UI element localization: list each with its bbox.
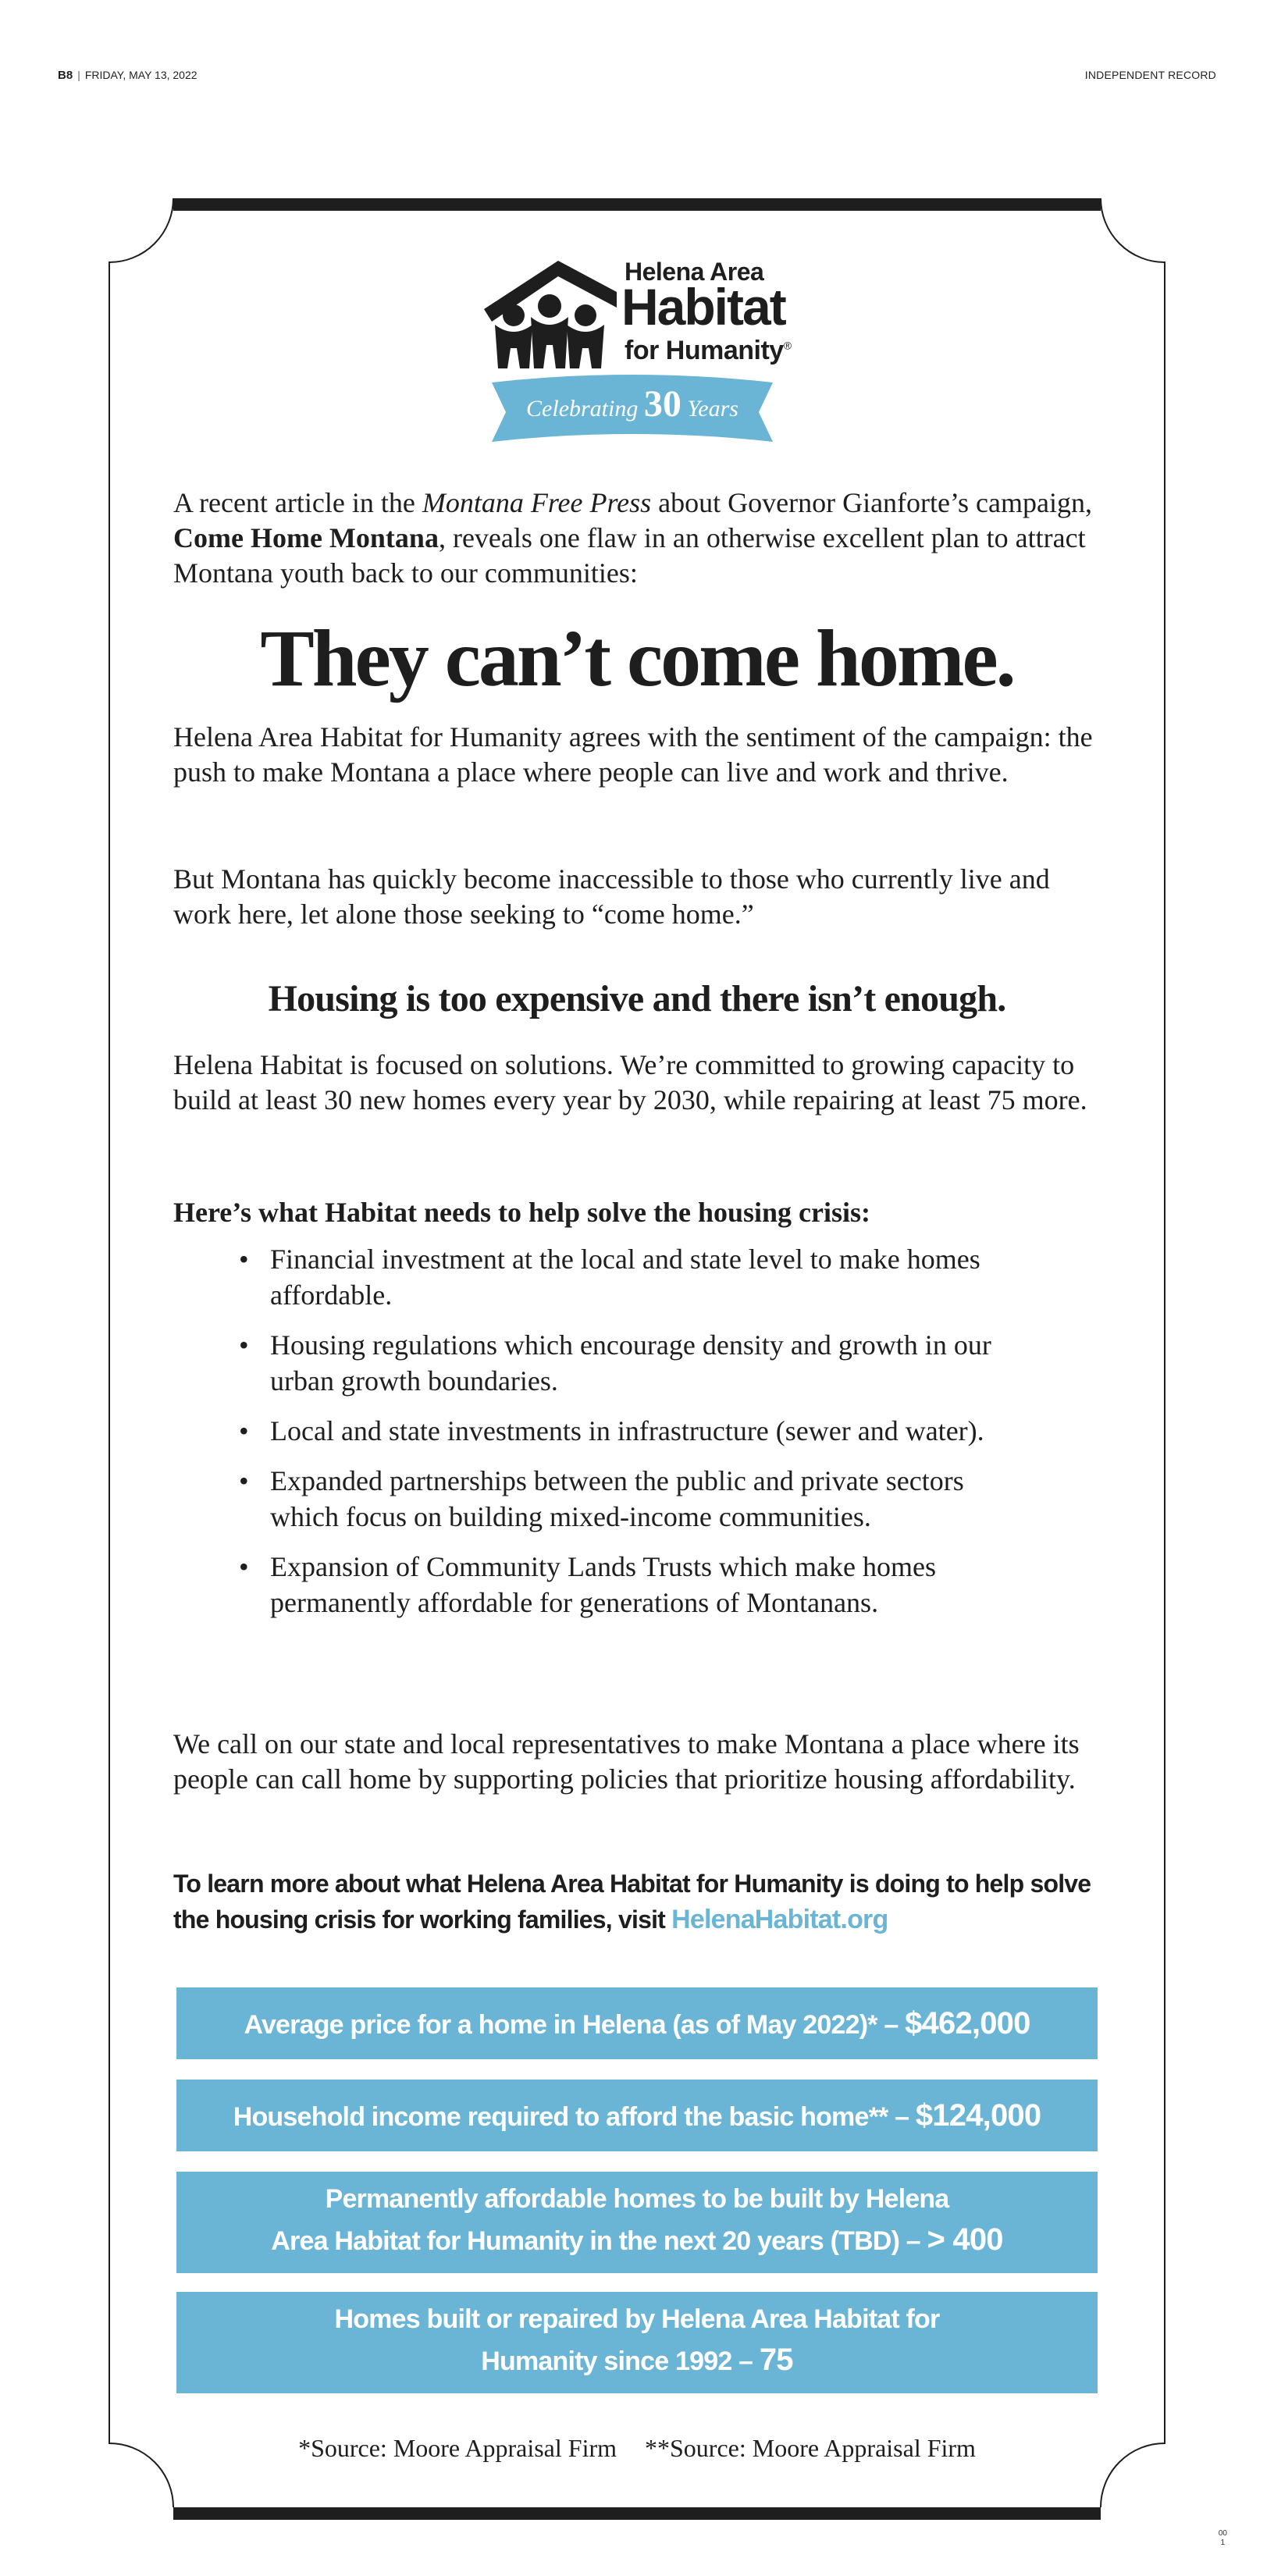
list-item: • Financial investment at the local and state level to make homes affordable. <box>239 1241 1020 1313</box>
paragraph-2: Helena Area Habitat for Humanity agrees with the sentiment of the campaign: the push to make Montana a place where people can live and work and thrive. <box>173 721 1093 788</box>
list-item: • Housing regulations which encourage density and growth in our urban growth boundaries. <box>239 1327 1020 1399</box>
habitat-website-link[interactable]: HelenaHabitat.org <box>671 1905 888 1934</box>
stat-box-future-homes: Permanently affordable homes to be built by Helena Area Habitat for Humanity in the next 20 years (TBD) – > 400 <box>176 2172 1098 2273</box>
intro-paragraph: A recent article in the Montana Free Press about Governor Gianforte’s campaign, Come Home Montana, reveals one flaw in an otherwise excellent plan to attract Montana youth back to our communities: <box>173 487 1092 589</box>
sources-footnote <box>0 2434 1274 2463</box>
paragraph-5: We call on our state and local representatives to make Montana a place where its people can call home by supporting policies that prioritize housing affordability. <box>173 1728 1080 1795</box>
logo-line-1: Helena Area <box>625 258 764 286</box>
list-title: Here’s what Habitat needs to help solve the housing crisis: <box>173 1197 871 1228</box>
house-people-icon <box>484 261 617 370</box>
paragraph-3: But Montana has quickly become inaccessible to those who currently live and work here, let alone those seeking to “come home.” <box>173 863 1050 930</box>
ribbon-post: Years <box>687 396 738 422</box>
stat-value: 75 <box>759 2342 793 2377</box>
frame-bottom-bar <box>173 2507 1101 2520</box>
campaign-name: Come Home Montana <box>173 522 439 553</box>
needs-list <box>239 1241 1020 1635</box>
header-date: FRIDAY, MAY 13, 2022 <box>84 69 198 81</box>
list-item: • Expanded partnerships between the public and private sectors which focus on building mixed-income communities. <box>239 1463 1020 1535</box>
headline: They can’t come home. <box>260 614 1014 703</box>
source-2: **Source: Moore Appraisal Firm <box>645 2434 976 2462</box>
stat-box-homes-built: Homes built or repaired by Helena Area Habitat for Humanity since 1992 – 75 <box>176 2292 1098 2393</box>
paragraph-4: Helena Habitat is focused on solutions. We’re committed to growing capacity to build at least 30 new homes every year by 2030, while repairing at least 75 more. <box>173 1049 1087 1115</box>
stat-value: > 400 <box>927 2222 1003 2257</box>
page-number: B8 <box>58 69 73 82</box>
stat-box-required-income: Household income required to afford the basic home** – $124,000 <box>176 2080 1098 2151</box>
frame-right-edge <box>1101 198 1165 2507</box>
folio-mark: 00 1 <box>1218 2529 1227 2547</box>
ribbon-number: 30 <box>643 383 681 425</box>
registered-mark: ® <box>783 339 792 352</box>
stat-box-average-price: Average price for a home in Helena (as of May 2022)* – $462,000 <box>176 1987 1098 2059</box>
stat-value: $124,000 <box>915 2097 1041 2133</box>
list-item: • Local and state investments in infrastructure (sewer and water). <box>239 1413 1020 1449</box>
source-1: *Source: Moore Appraisal Firm <box>298 2434 617 2462</box>
frame-top-bar <box>173 198 1101 211</box>
stat-value: $462,000 <box>905 2005 1030 2041</box>
publication-ref: Montana Free Press <box>422 487 652 518</box>
header-left: B8 | FRIDAY, MAY 13, 2022 <box>58 69 198 82</box>
logo-line-3: for Humanity® <box>625 336 792 365</box>
subhead: Housing is too expensive and there isn’t enough. <box>268 978 1006 1019</box>
call-to-action: To learn more about what Helena Area Habitat for Humanity is doing to help solve the housing crisis for working families, visit HelenaHabitat.org <box>173 1870 1091 1934</box>
frame-left-edge <box>109 198 173 2507</box>
ribbon-text <box>484 382 781 425</box>
ribbon-pre: Celebrating <box>526 396 639 422</box>
habitat-logo <box>484 258 812 445</box>
logo-line-2: Habitat <box>621 278 785 336</box>
list-item: • Expansion of Community Lands Trusts which make homes permanently affordable for generations of Montanans. <box>239 1549 1020 1621</box>
publication-name: INDEPENDENT RECORD <box>1084 69 1216 81</box>
